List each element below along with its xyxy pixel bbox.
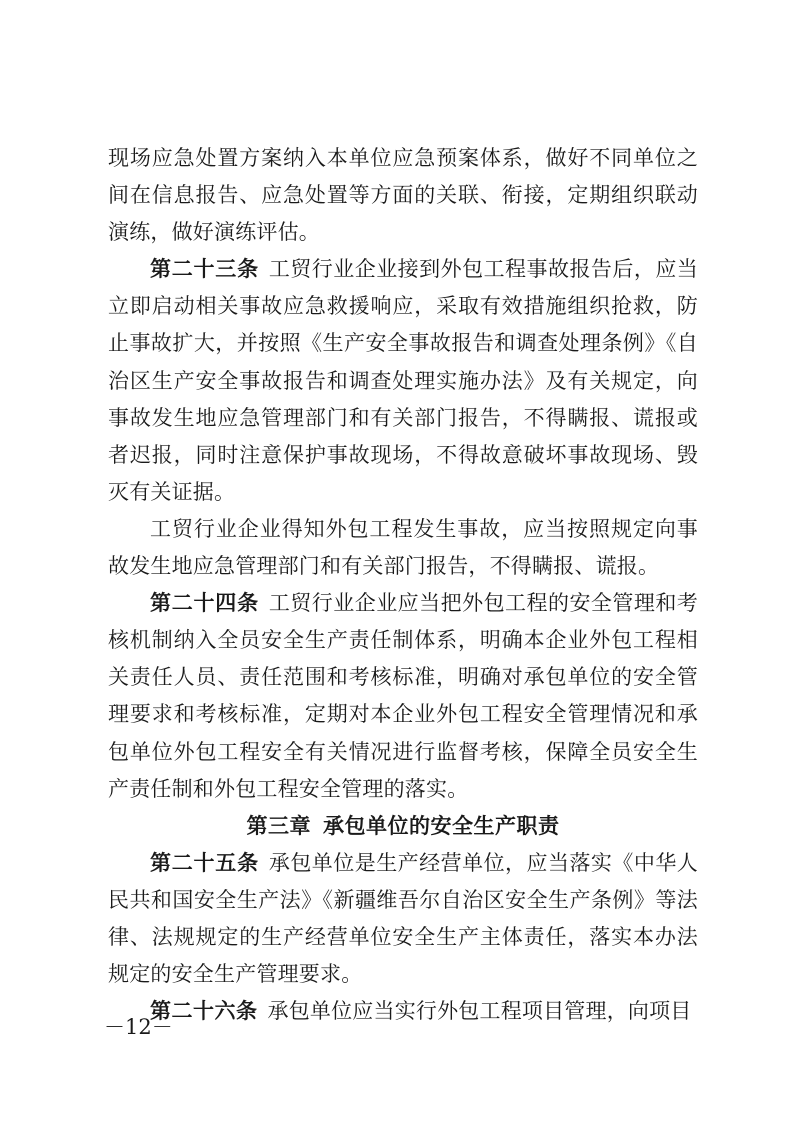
article-label: 第二十四条 [150,591,259,616]
chapter-title: 承包单位的安全生产职责 [323,813,560,838]
chapter-number: 第三章 [246,813,311,838]
article-text: 承包单位是生产经营单位，应当落实《中华人民共和国安全生产法》《新疆维吾尔自治区安全生产条例》等法律、法规规定的生产经营单位安全生产主体责任，落实本办法规定的安全生产管理要求。 [108,850,699,987]
document-body [108,140,698,1030]
article-text: 工贸行业企业接到外包工程事故报告后，应当立即启动相关事故应急救援响应，采取有效措施组织抢救，防止事故扩大，并按照《生产安全事故报告和调查处理条例》《自治区生产安全事故报告和调查处理实施办法》及有关规定，向事故发生地应急管理部门和有关部门报告，不得瞒报、谎报或者迟报，同时注意保护事故现场，不得故意破坏事故现场、毁灭有关证据。 [108,257,699,504]
article-25 [108,845,698,993]
article-label: 第二十三条 [150,257,259,282]
article-23 [108,251,698,511]
paragraph-23-supplement [108,511,698,585]
article-24 [108,585,698,808]
paragraph-text: 工贸行业企业得知外包工程发生事故，应当按照规定向事故发生地应急管理部门和有关部门报告，不得瞒报、谎报。 [108,516,698,579]
article-text: 工贸行业企业应当把外包工程的安全管理和考核机制纳入全员安全生产责任制体系，明确本企业外包工程相关责任人员、责任范围和考核标准，明确对承包单位的安全管理要求和考核标准，定期对本企业外包工程安全管理情况和承包单位外包工程安全有关情况进行监督考核，保障全员安全生产责任制和外包工程安全管理的落实。 [108,591,699,801]
chapter-heading [108,808,698,845]
page-number: －12－ [104,1015,173,1039]
article-label: 第二十六条 [150,999,258,1024]
paragraph-text: 现场应急处置方案纳入本单位应急预案体系，做好不同单位之间在信息报告、应急处置等方面的关联、衔接，定期组织联动演练，做好演练评估。 [108,146,698,245]
article-text: 承包单位应当实行外包工程项目管理，向项目 [267,999,692,1024]
paragraph-continuation [108,140,698,251]
article-26 [108,993,698,1030]
article-label: 第二十五条 [150,850,259,875]
